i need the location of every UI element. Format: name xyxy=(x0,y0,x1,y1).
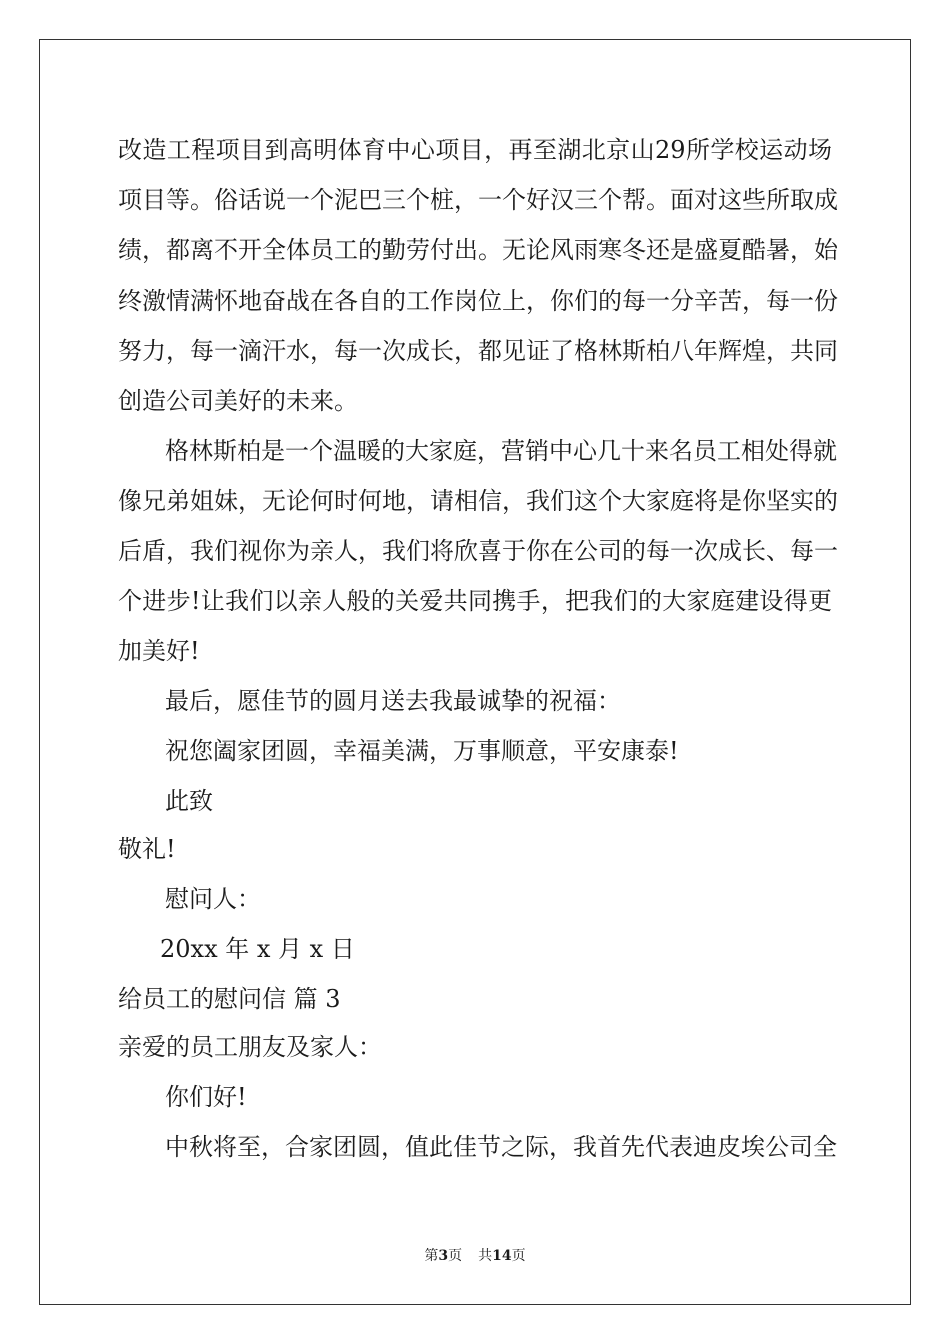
body-line: 创造公司美好的未来。 xyxy=(118,387,358,415)
page-prefix: 第 xyxy=(424,1248,439,1264)
body-line: 终激情满怀地奋战在各自的工作岗位上，你们的每一分辛苦，每一份 xyxy=(118,287,838,315)
body-line: 绩，都离不开全体员工的勤劳付出。无论风雨寒冬还是盛夏酷暑，始 xyxy=(118,236,838,264)
salutation-jingli: 敬礼! xyxy=(118,835,176,863)
total-prefix: 共 xyxy=(478,1248,493,1264)
letter-addressee: 亲爱的员工朋友及家人： xyxy=(118,1033,382,1061)
page-current: 3 xyxy=(438,1248,449,1264)
signer-label: 慰问人： xyxy=(165,885,261,913)
body-line: 项目等。俗话说一个泥巴三个桩，一个好汉三个帮。面对这些所取成 xyxy=(118,186,838,214)
body-line: 个进步!让我们以亲人般的关爱共同携手，把我们的大家庭建设得更 xyxy=(118,587,832,615)
page-total: 14 xyxy=(492,1248,512,1264)
body-line: 努力，每一滴汗水，每一次成长，都见证了格林斯柏八年辉煌，共同 xyxy=(118,337,838,365)
signature-date: 20xx 年 x 月 x 日 xyxy=(160,935,355,963)
closing-wish: 祝您阖家团圆，幸福美满，万事顺意，平安康泰! xyxy=(165,737,679,765)
greeting: 你们好! xyxy=(165,1083,247,1111)
body-line: 后盾，我们视你为亲人，我们将欣喜于你在公司的每一次成长、每一 xyxy=(118,537,838,565)
paragraph-first-line: 格林斯柏是一个温暖的大家庭，营销中心几十来名员工相处得就 xyxy=(165,437,837,465)
salutation-cizhi: 此致 xyxy=(165,787,213,815)
body-line: 像兄弟姐妹，无论何时何地，请相信，我们这个大家庭将是你坚实的 xyxy=(118,487,838,515)
page-border xyxy=(39,39,911,1305)
total-suffix: 页 xyxy=(511,1248,526,1264)
paragraph-first-line: 中秋将至，合家团圆，值此佳节之际，我首先代表迪皮埃公司全 xyxy=(165,1133,837,1161)
body-line: 加美好! xyxy=(118,637,200,665)
section-heading: 给员工的慰问信 篇 3 xyxy=(118,985,341,1013)
page-suffix: 页 xyxy=(448,1248,463,1264)
closing-wish-intro: 最后，愿佳节的圆月送去我最诚挚的祝福： xyxy=(165,687,621,715)
page-footer xyxy=(0,1247,950,1265)
body-line: 改造工程项目到高明体育中心项目，再至湖北京山29所学校运动场 xyxy=(118,136,832,164)
